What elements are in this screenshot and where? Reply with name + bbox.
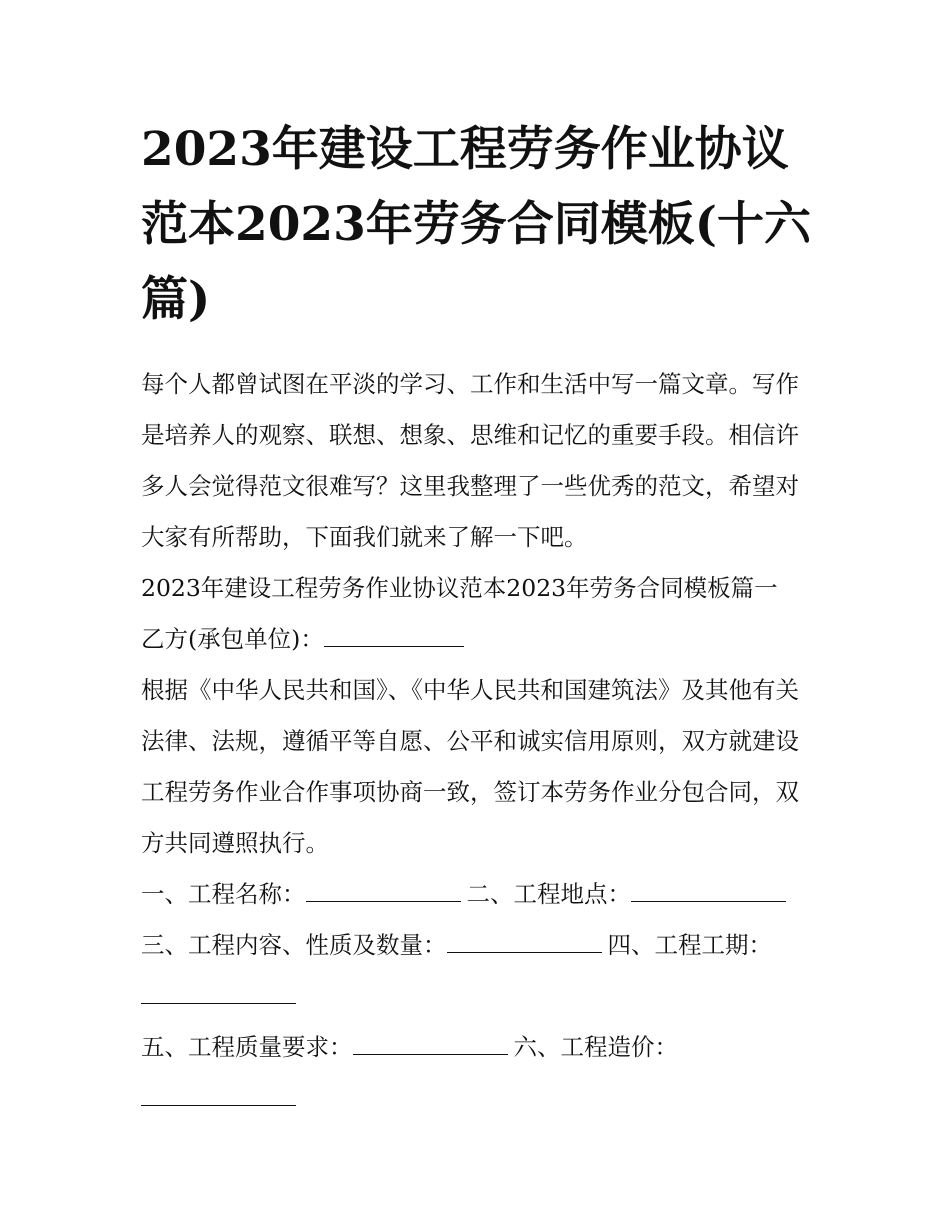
- item-project-location-blank: [631, 879, 786, 902]
- intro-paragraph: 每个人都曾试图在平淡的学习、工作和生活中写一篇文章。写作是培养人的观察、联想、想象、思维和记忆的重要手段。相信许多人会觉得范文很难写？这里我整理了一些优秀的范文，希望对大家有所帮助，下面我们就来了解一下吧。: [141, 370, 799, 551]
- item-project-content-blank: [447, 930, 602, 953]
- items-line-3: [141, 1022, 821, 1124]
- item-project-period-label: 四、工程工期：: [607, 931, 772, 959]
- basis-paragraph: 根据《中华人民共和国》、《中华人民共和国建筑法》及其他有关法律、法规，遵循平等自愿、公平和诚实信用原则，双方就建设工程劳务作业合作事项协商一致，签订本劳务作业分包合同，双方共同遵照执行。: [141, 676, 799, 857]
- document-title: 2023年建设工程劳务作业协议范本2023年劳务合同模板(十六篇): [141, 122, 812, 327]
- item-price-label: 六、工程造价：: [513, 1033, 678, 1061]
- item-project-location-label: 二、工程地点：: [466, 880, 631, 908]
- items-line-2: [141, 920, 821, 1022]
- section-heading: 2023年建设工程劳务作业协议范本2023年劳务合同模板篇一: [141, 574, 778, 602]
- document-page: [141, 112, 821, 1124]
- item-project-content-label: 三、工程内容、性质及数量：: [141, 931, 447, 959]
- party-b-blank: [324, 624, 464, 647]
- item-project-period-blank: [141, 981, 296, 1004]
- item-quality-blank: [353, 1032, 508, 1055]
- item-project-name-label: 一、工程名称：: [141, 880, 306, 908]
- party-b-label: 乙方(承包单位)：: [141, 625, 324, 653]
- item-quality-label: 五、工程质量要求：: [141, 1033, 353, 1061]
- item-project-name-blank: [306, 879, 461, 902]
- party-b-line: [141, 614, 821, 665]
- items-line-1: [141, 869, 821, 920]
- item-price-blank: [141, 1083, 296, 1106]
